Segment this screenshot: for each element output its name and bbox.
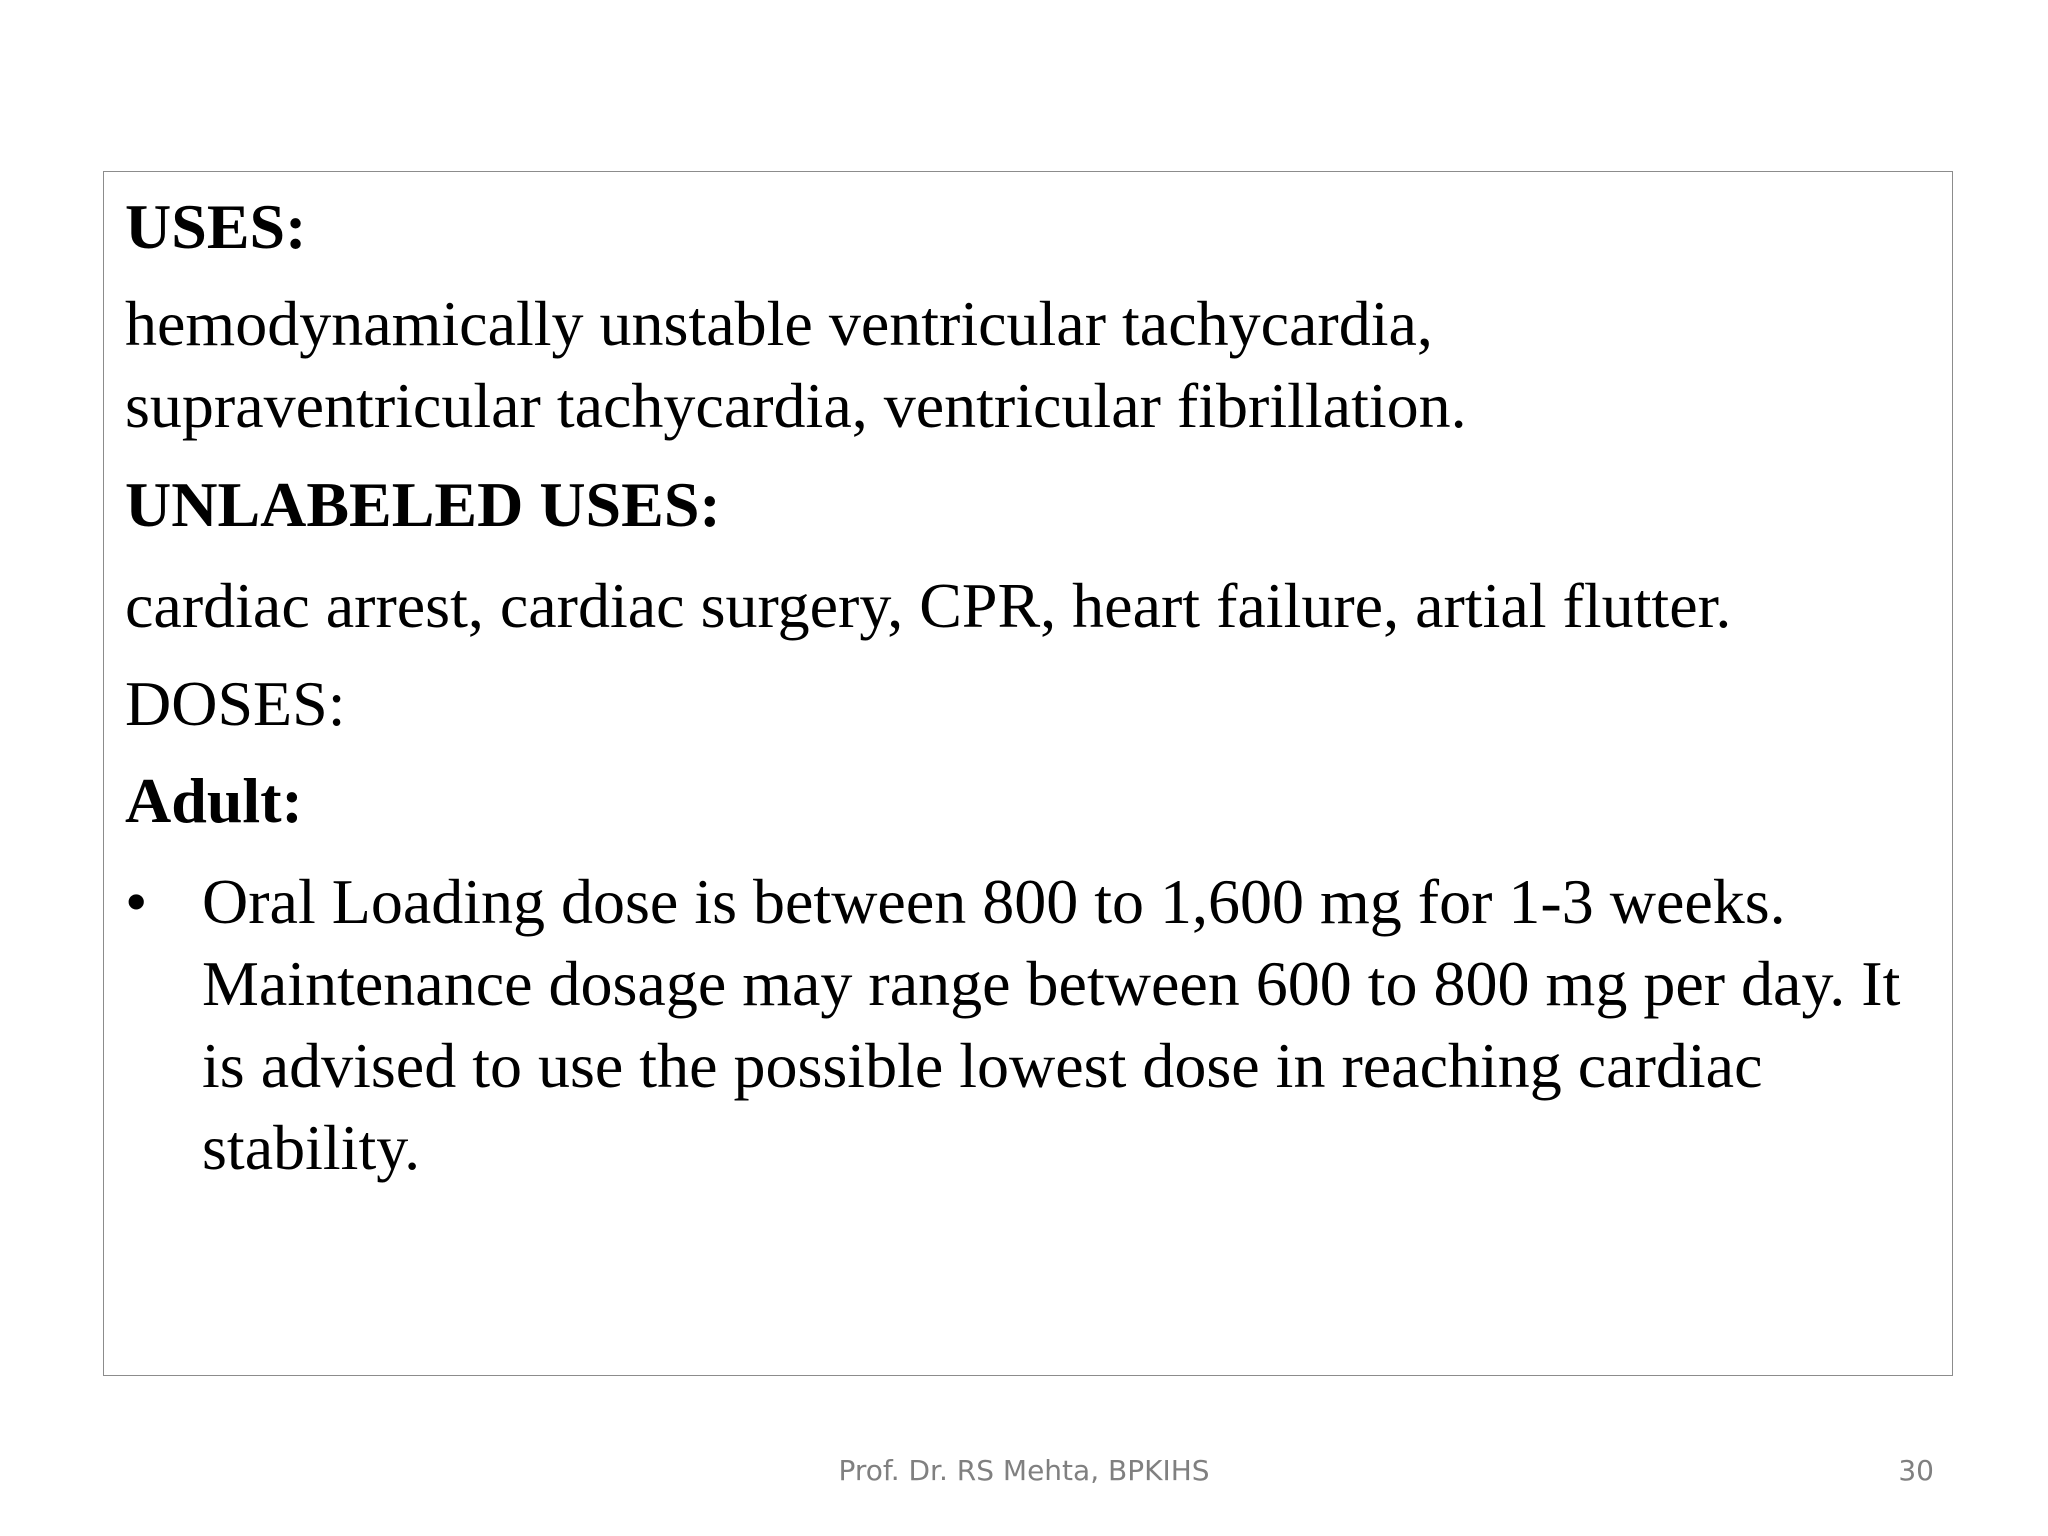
adult-heading: Adult: [125, 765, 303, 836]
uses-body: hemodynamically unstable ventricular tachycardia, supraventricular tachycardia, ventricular fibrillation. [125, 288, 1467, 441]
page-number: 30 [1898, 1454, 1934, 1487]
unlabeled-uses-heading: UNLABELED USES: [125, 469, 721, 540]
adult-dose-bullet [125, 861, 1935, 1189]
bullet-dot-icon: • [125, 866, 148, 937]
content-box [103, 171, 1953, 1376]
adult-dose-text: Oral Loading dose is between 800 to 1,600 mg for 1-3 weeks. Maintenance dosage may range between 600 to 800 mg per day. It is advised to use the possible lowest dose in reaching cardiac stability. [202, 866, 1901, 1183]
unlabeled-uses-body: cardiac arrest, cardiac surgery, CPR, heart failure, artial flutter. [125, 570, 1732, 641]
footer-author: Prof. Dr. RS Mehta, BPKIHS [838, 1454, 1210, 1487]
uses-heading: USES: [125, 191, 307, 262]
doses-heading: DOSES: [125, 668, 346, 739]
